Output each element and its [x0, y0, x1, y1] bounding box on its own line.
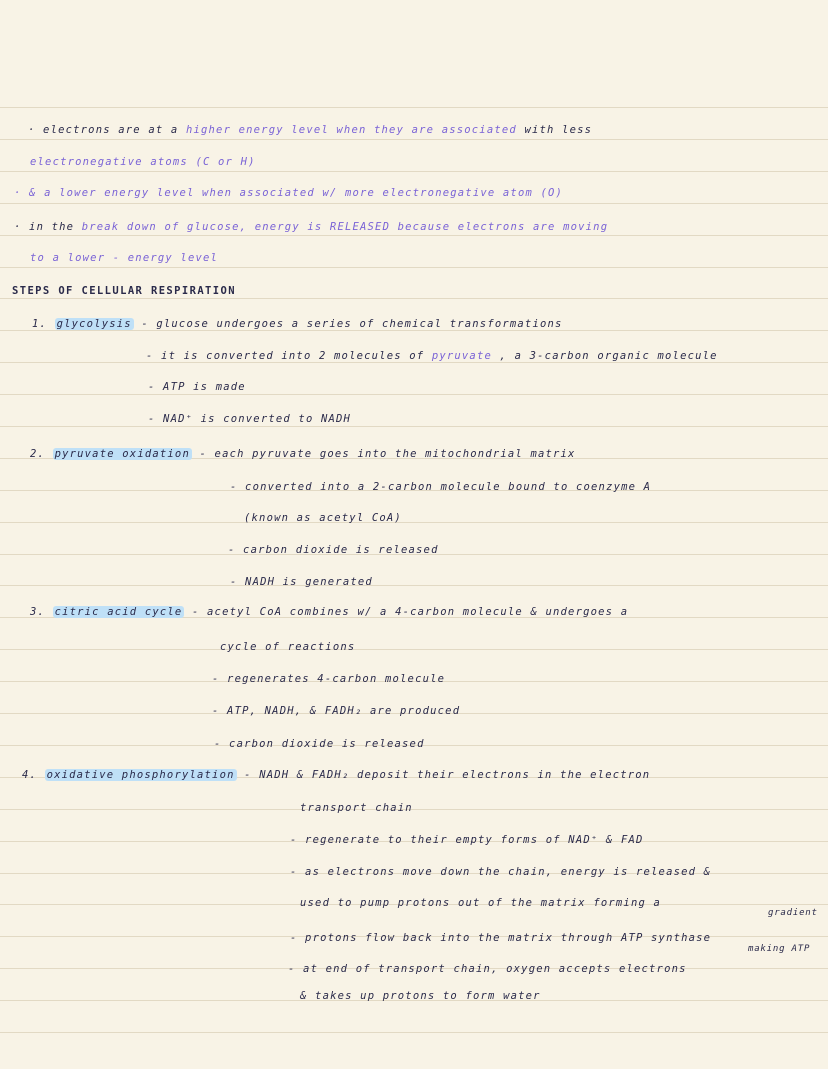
step-1-bullet: - ATP is made [148, 381, 246, 393]
bullet-text: - it is converted into 2 molecules of [146, 350, 425, 362]
step-4-cont: transport chain [300, 802, 413, 814]
step-2-bullet: - converted into a 2-carbon molecule bound to coenzyme A [230, 481, 652, 493]
step-4-line [22, 769, 650, 781]
intro-text: · & a lower energy level when associated w/ more electronegative atom (O) [14, 187, 564, 199]
step-number: 3. [30, 606, 46, 618]
intro-line-4 [14, 221, 608, 233]
intro-line-3 [14, 187, 563, 199]
step-4-bullet-tail: gradient [768, 908, 818, 918]
step-1-line [32, 318, 563, 330]
bullet-text: , a 3-carbon organic molecule [499, 350, 718, 362]
step-4-bullet-tail: making ATP [748, 944, 811, 954]
step-1-bullet [146, 350, 718, 362]
intro-text: · electrons are at a [28, 124, 179, 136]
step-3-bullet: - ATP, NADH, & FADH₂ are produced [212, 705, 461, 717]
step-term-highlight: citric acid cycle [54, 606, 183, 618]
intro-text: · in the [14, 221, 75, 233]
step-3-bullet: - regenerates 4-carbon molecule [212, 673, 446, 685]
step-3-bullet: - carbon dioxide is released [214, 738, 425, 750]
step-2-bullet: - NADH is generated [230, 576, 373, 588]
intro-line-5 [30, 252, 218, 264]
intro-line-1 [28, 124, 592, 136]
step-2-bullet: - carbon dioxide is released [228, 544, 439, 556]
step-4-bullet: - regenerate to their empty forms of NAD⁺ & FAD [290, 834, 644, 846]
step-term-highlight: pyruvate oxidation [54, 448, 190, 460]
intro-text: break down of glucose, energy is RELEASED because electrons are moving [81, 221, 609, 233]
intro-text: electronegative atoms (C or H) [30, 156, 256, 168]
step-number: 4. [22, 769, 38, 781]
step-4-bullet-cont: & takes up protons to form water [300, 990, 541, 1002]
intro-text: higher energy level when they are associated [185, 124, 517, 136]
step-3-cont: cycle of reactions [220, 641, 356, 653]
step-2-bullet: (known as acetyl CoA) [244, 512, 402, 524]
step-2-line [30, 448, 576, 460]
step-desc: - acetyl CoA combines w/ a 4-carbon molecule & undergoes a [191, 606, 629, 618]
step-desc: - NADH & FADH₂ deposit their electrons in the electron [244, 769, 651, 781]
step-1-bullet: - NAD⁺ is converted to NADH [148, 413, 352, 425]
step-4-bullet: - as electrons move down the chain, energy is released & [290, 866, 712, 878]
step-term-highlight: glycolysis [56, 318, 132, 330]
step-desc: - glucose undergoes a series of chemical transformations [141, 318, 563, 330]
step-number: 2. [30, 448, 46, 460]
step-term-highlight: oxidative phosphorylation [46, 769, 235, 781]
intro-text: with less [524, 124, 593, 136]
step-4-bullet: - at end of transport chain, oxygen accepts electrons [288, 963, 687, 975]
step-4-bullet-cont: used to pump protons out of the matrix forming a [300, 897, 662, 909]
intro-text: to a lower - energy level [30, 252, 219, 264]
step-3-line [30, 606, 628, 618]
step-desc: - each pyruvate goes into the mitochondrial matrix [199, 448, 576, 460]
step-4-bullet: - protons flow back into the matrix through ATP synthase [290, 932, 712, 944]
step-number: 1. [32, 318, 48, 330]
section-heading: STEPS OF CELLULAR RESPIRATION [12, 285, 236, 297]
bullet-text: pyruvate [431, 350, 493, 362]
intro-line-2 [30, 156, 256, 168]
